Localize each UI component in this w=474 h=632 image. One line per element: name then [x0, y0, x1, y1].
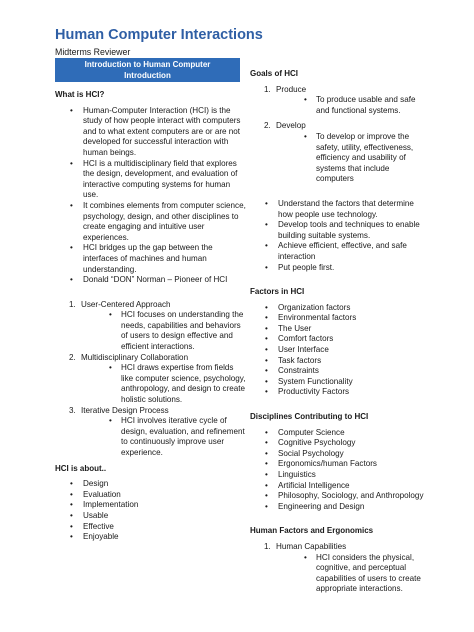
section-banner [55, 58, 240, 82]
list-item: • System Functionality [250, 377, 425, 388]
list-item: • Ergonomics/human Factors [250, 459, 425, 470]
list-item: • HCI is a multidisciplinary field that explores the design, development, and evaluation of interactive computing systems for human use. [55, 159, 247, 201]
list-item: • The User [250, 324, 425, 335]
sub-item: • HCI focuses on understanding the needs, capabilities and behaviors of users to design effective and efficient interactions. [81, 310, 247, 352]
list-item: • Productivity Factors [250, 387, 425, 398]
hci-is-about-heading: HCI is about.. [55, 463, 107, 473]
numbered-item [250, 542, 425, 595]
banner-line-1: Introduction to Human Computer [84, 60, 211, 69]
item-number: 1. [264, 541, 271, 551]
list-item: • Design [55, 479, 247, 490]
item-number: 2. [264, 121, 271, 131]
document-subtitle: Midterms Reviewer [55, 47, 131, 57]
numbered-item [55, 353, 247, 406]
list-item: • Engineering and Design [250, 502, 425, 513]
list-item: • Usable [55, 511, 247, 522]
sub-item: • HCI considers the physical, cognitive, and perceptual capabilities of users to create appropriate interactions. [276, 553, 425, 595]
goal-bullets [250, 199, 425, 273]
numbered-item [55, 406, 247, 459]
list-item: • Enjoyable [55, 532, 247, 543]
goals-heading: Goals of HCI [250, 69, 299, 78]
list-item: • Cognitive Psychology [250, 438, 425, 449]
list-item: • HCI bridges up the gap between the interfaces of machines and human understanding. [55, 243, 247, 275]
hci-is-about-list [55, 479, 247, 543]
list-item: • Donald “DON” Norman – Pioneer of HCI [55, 275, 247, 286]
item-number: 3. [69, 405, 76, 415]
factors-list [250, 303, 425, 398]
human-factors-heading: Human Factors and Ergonomics [250, 526, 374, 536]
item-label: User-Centered Approach [81, 299, 171, 309]
list-item: • Achieve efficient, effective, and safe interaction [250, 241, 425, 262]
document-title: Human Computer Interactions [55, 27, 263, 43]
item-number: 1. [264, 84, 271, 94]
list-item: • Implementation [55, 500, 247, 511]
sub-item: • To develop or improve the safety, utility, effectiveness, efficiency and usability of systems that include computers [276, 132, 425, 185]
what-is-hci-heading: What is HCI? [55, 90, 105, 99]
list-item: • Linguistics [250, 470, 425, 481]
list-item: • Task factors [250, 356, 425, 367]
item-label: Human Capabilities [276, 541, 347, 551]
list-item: • Effective [55, 522, 247, 533]
list-item: • Develop tools and techniques to enable building suitable systems. [250, 220, 425, 241]
list-item: • User Interface [250, 345, 425, 356]
list-item: • Human-Computer Interaction (HCI) is the study of how people interact with computers and to what extent computers are or are not developed for successful interaction with human beings. [55, 106, 247, 159]
item-number: 2. [69, 352, 76, 362]
hci-approaches-list [55, 300, 247, 459]
item-label: Develop [276, 121, 306, 131]
numbered-item [250, 121, 425, 185]
sub-item: • HCI draws expertise from fields like computer science, psychology, anthropology, and design to create holistic solutions. [81, 363, 247, 405]
list-item: • Social Psychology [250, 449, 425, 460]
numbered-item [55, 300, 247, 353]
list-item: • Put people first. [250, 263, 425, 274]
numbered-item [250, 85, 425, 117]
factors-heading: Factors in HCI [250, 287, 305, 297]
human-factors-list [250, 542, 425, 595]
left-column [55, 90, 247, 543]
disciplines-list [250, 428, 425, 513]
list-item: • Philosophy, Sociology, and Anthropology [250, 491, 425, 502]
list-item: • Organization factors [250, 303, 425, 314]
item-label: Produce [276, 84, 307, 94]
item-number: 1. [69, 299, 76, 309]
list-item: • Computer Science [250, 428, 425, 439]
list-item: • Understand the factors that determine how people use technology. [250, 199, 425, 220]
list-item: • Environmental factors [250, 313, 425, 324]
list-item: • It combines elements from computer science, psychology, design, and other disciplines to create engaging and intuitive user experiences. [55, 201, 247, 243]
item-label: Iterative Design Process [81, 405, 169, 415]
list-item: • Comfort factors [250, 334, 425, 345]
banner-line-2: Introduction [124, 71, 171, 80]
list-item: • Artificial Intelligence [250, 481, 425, 492]
list-item: • Constraints [250, 366, 425, 377]
sub-item: • To produce usable and safe and functional systems. [276, 95, 425, 116]
item-label: Multidisciplinary Collaboration [81, 352, 189, 362]
disciplines-heading: Disciplines Contributing to HCI [250, 412, 369, 422]
what-is-hci-list [55, 106, 247, 286]
right-column [250, 69, 425, 595]
goals-list [250, 85, 425, 185]
sub-item: • HCI involves iterative cycle of design, evaluation, and refinement to continuously improve user experience. [81, 416, 247, 458]
list-item: • Evaluation [55, 490, 247, 501]
